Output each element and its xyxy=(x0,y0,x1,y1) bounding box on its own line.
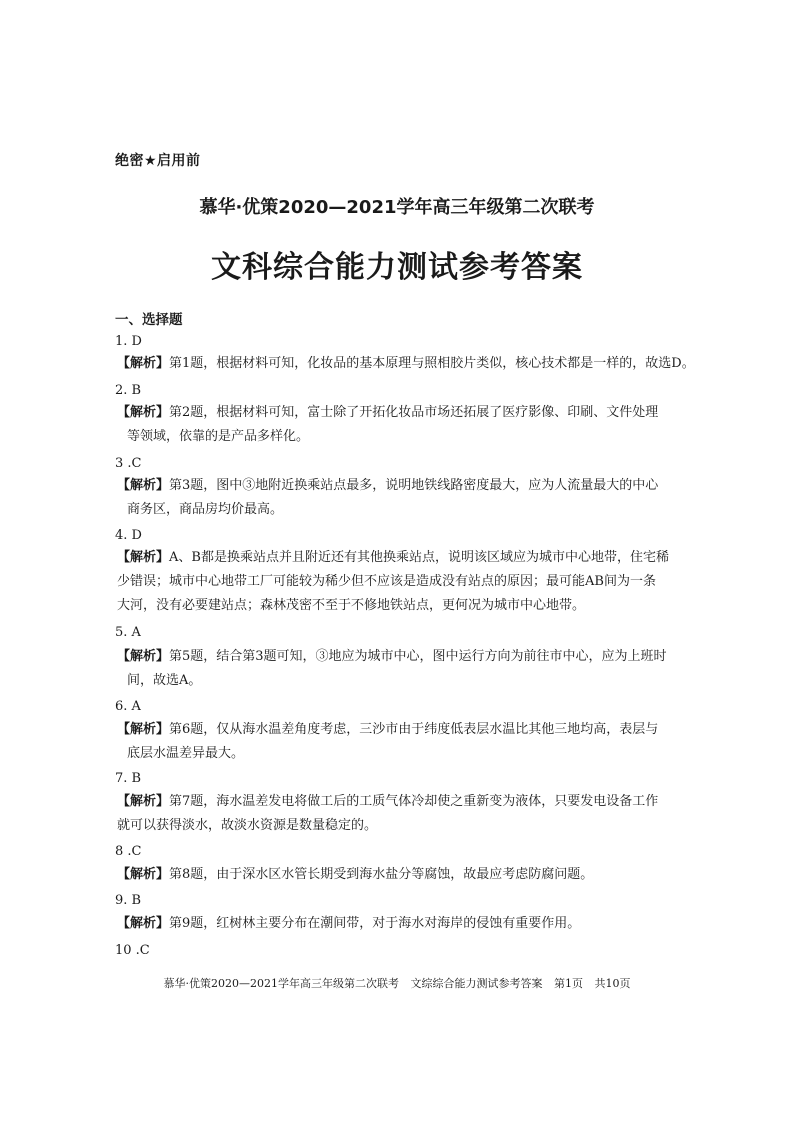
answer-key: 1. D xyxy=(115,334,142,349)
answer-key: 9. B xyxy=(115,893,142,908)
explanation-line: 第1题，根据材料可知，化妆品的基本原理与照相胶片类似，核心技术都是一样的，故选D。 xyxy=(169,356,695,371)
explanation xyxy=(117,645,687,693)
explanation xyxy=(117,718,687,766)
answer-key: 10 .C xyxy=(115,943,150,958)
explanation-tag: 【解析】 xyxy=(117,550,170,565)
answer-key: 4. D xyxy=(115,528,142,543)
footer-page-number: 第1页 xyxy=(553,977,583,990)
explanation xyxy=(117,790,687,838)
explanation-line: 第2题，根据材料可知，富士除了开拓化妆品市场还拓展了医疗影像、印刷、文件处理 xyxy=(169,405,659,420)
explanation xyxy=(117,474,687,522)
answer-key: 7. B xyxy=(115,771,142,786)
answer-key: 8 .C xyxy=(115,844,142,859)
explanation xyxy=(117,401,687,449)
answer-key: 3 .C xyxy=(115,456,142,471)
explanation-line: 大河，没有必要建站点；森林茂密不至于不修地铁站点，更何况为城市中心地带。 xyxy=(117,598,586,613)
section-heading: 一、选择题 xyxy=(115,312,183,328)
explanation-line: 第7题，海水温差发电将做工后的工质气体冷却使之重新变为液体，只要发电设备工作 xyxy=(169,794,659,809)
exam-subtitle: 慕华·优策2020—2021学年高三年级第二次联考 xyxy=(199,197,595,218)
explanation-line: 底层水温差异最大。 xyxy=(127,746,245,761)
explanation-tag: 【解析】 xyxy=(117,722,170,737)
explanation-line: 少错误；城市中心地带工厂可能较为稀少但不应该是造成没有站点的原因；最可能AB间为一条 xyxy=(117,574,656,589)
footer-page-total: 共10页 xyxy=(594,977,631,990)
answer-key: 2. B xyxy=(115,383,142,398)
explanation-tag: 【解析】 xyxy=(117,649,170,664)
footer-exam-name: 慕华·优策2020—2021学年高三年级第二次联考 xyxy=(163,977,399,990)
explanation-tag: 【解析】 xyxy=(117,478,170,493)
explanation-line: 第6题，仅从海水温差角度考虑，三沙市由于纬度低表层水温比其他三地均高，表层与 xyxy=(169,722,659,737)
explanation-line: 间，故选A。 xyxy=(127,673,202,688)
explanation xyxy=(117,352,695,376)
explanation-tag: 【解析】 xyxy=(117,356,170,371)
secret-label: 绝密★启用前 xyxy=(115,153,201,169)
explanation-tag: 【解析】 xyxy=(117,916,170,931)
explanation-tag: 【解析】 xyxy=(117,405,170,420)
explanation-line: 第5题，结合第3题可知，③地应为城市中心，图中运行方向为前往市中心，应为上班时 xyxy=(169,649,667,664)
explanation-line: A、B都是换乘站点并且附近还有其他换乘站点，说明该区域应为城市中心地带，住宅稀 xyxy=(169,550,669,565)
explanation-line: 等领域，依靠的是产品多样化。 xyxy=(127,429,310,444)
explanation xyxy=(117,863,687,887)
footer-doc-name: 文综综合能力测试参考答案 xyxy=(410,977,543,990)
explanation-line: 第9题，红树林主要分布在潮间带，对于海水对海岸的侵蚀有重要作用。 xyxy=(169,916,581,931)
explanation-line: 第3题，图中③地附近换乘站点最多，说明地铁线路密度最大，应为人流量最大的中心 xyxy=(169,478,659,493)
explanation-tag: 【解析】 xyxy=(117,794,170,809)
explanation-line: 就可以获得淡水，故淡水资源是数量稳定的。 xyxy=(117,818,378,833)
explanation-line: 商务区，商品房均价最高。 xyxy=(127,502,284,517)
explanation-line: 第8题，由于深水区水管长期受到海水盐分等腐蚀，故最应考虑防腐问题。 xyxy=(169,867,594,882)
answer-key: 5. A xyxy=(115,625,141,640)
explanation xyxy=(117,546,687,618)
explanation-tag: 【解析】 xyxy=(117,867,170,882)
explanation xyxy=(117,912,687,936)
page-footer xyxy=(0,975,794,991)
page-title: 文科综合能力测试参考答案 xyxy=(211,250,583,285)
answer-key: 6. A xyxy=(115,699,141,714)
